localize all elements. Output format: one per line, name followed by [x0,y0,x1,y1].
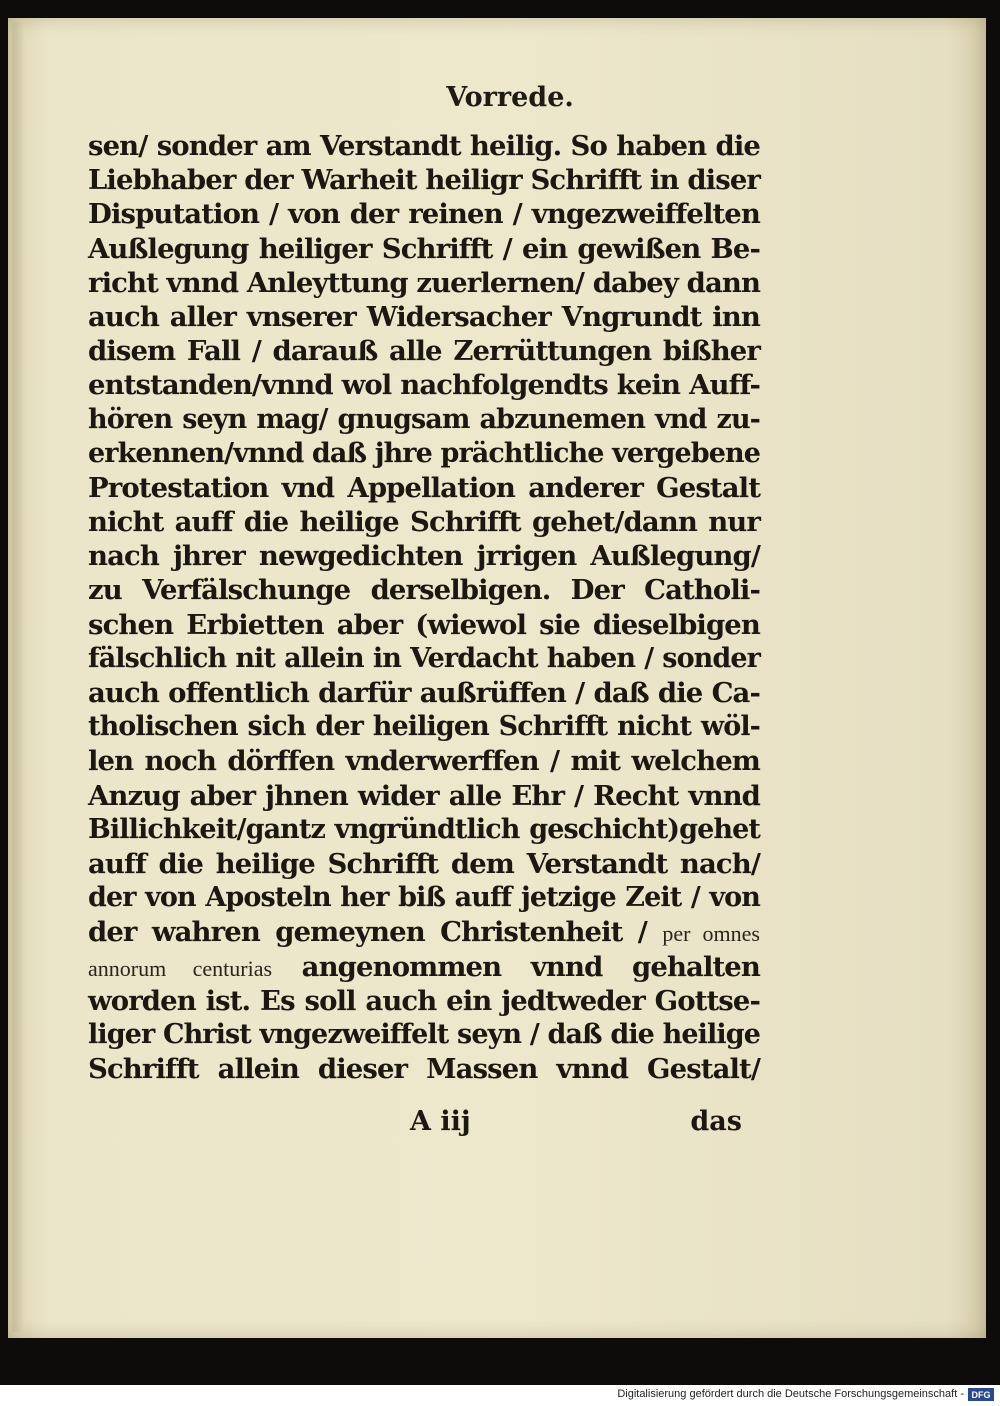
text-line: entstanden/vnnd wol nachfolgendts kein Auff- [88,369,760,402]
text-line: liger Christ vngezweiffelt seyn / daß die heilige [88,1018,760,1050]
funding-credit: Digitalisierung gefördert durch die Deutsche Forschungsgemeinschaft - [617,1388,964,1400]
text-line: nach jhrer newgedichten jrrigen Außlegung/ [88,540,760,573]
text-line: schen Erbietten aber (wiewol sie dieselbigen [88,608,760,641]
text-line: richt vnnd Anleyttung zuerlernen/ dabey dann [88,266,761,299]
text-line-mixed [88,915,760,949]
text-line: Billichkeit/gantz vngründtlich geschicht)gehet [88,813,760,845]
page-footer [88,1106,760,1146]
text-line: nicht auff die heilige Schrifft gehet/dann nur [88,506,760,539]
text-line: disem Fall / darauß alle Zerrüttungen bißher [88,335,760,368]
text-line: Disputation / von der reinen / vngezweiffelten [88,198,760,231]
text-line: der von Aposteln her biß auff jetzige Zeit / von [88,882,760,914]
catchword: das [690,1106,742,1137]
text-line: Schrifft allein dieser Massen vnnd Gestalt/ [88,1053,760,1086]
text-line: erkennen/vnnd daß jhre prächtliche vergebene [88,437,760,469]
text-line: zu Verfälschunge derselbigen. Der Catholi- [88,574,760,607]
running-head: Vorrede. [446,82,574,113]
latin-text: annorum centurias [88,955,273,981]
text-line: Anzug aber jhnen wider alle Ehr / Recht vnnd [88,779,760,812]
text-line: len noch dörffen vnderwerffen / mit welchem [88,745,760,778]
text-line: tholischen sich der heiligen Schrifft nicht wöl- [88,711,760,743]
text-line: worden ist. Es soll auch ein jedtweder Gottse- [88,984,760,1017]
page-gutter-shadow [12,22,24,1332]
signature-mark: A iij [410,1106,471,1137]
text-line: hören seyn mag/ gnugsam abzunemen vnd zu- [88,403,760,435]
text-line-mixed [88,950,760,984]
text-line: auch aller vnserer Widersacher Vngrundt inn [88,300,760,333]
text-line: Liebhaber der Warheit heiligr Schrifft in diser [88,164,760,197]
text-line: fälschlich nit allein in Verdacht haben / sonder [88,642,760,674]
text-line: sen/ sonder am Verstandt heilig. So haben die [88,130,760,162]
german-text: der wahren gemeynen Christenheit / [88,916,647,949]
credit-bar [0,1385,1000,1406]
text-line: auch offentlich darfür außrüffen / daß die Ca- [88,677,760,709]
german-text: angenommen vnnd gehalten [301,950,760,983]
text-line: Protestation vnd Appellation anderer Gestalt [88,471,760,504]
text-line: Außlegung heiliger Schrifft / ein gewißen Be- [88,232,760,265]
latin-text: per omnes [662,921,760,947]
text-line: auff die heilige Schrifft dem Verstandt nach/ [88,847,760,880]
body-text [88,129,760,1086]
dfg-logo-icon: DFG [968,1388,994,1401]
